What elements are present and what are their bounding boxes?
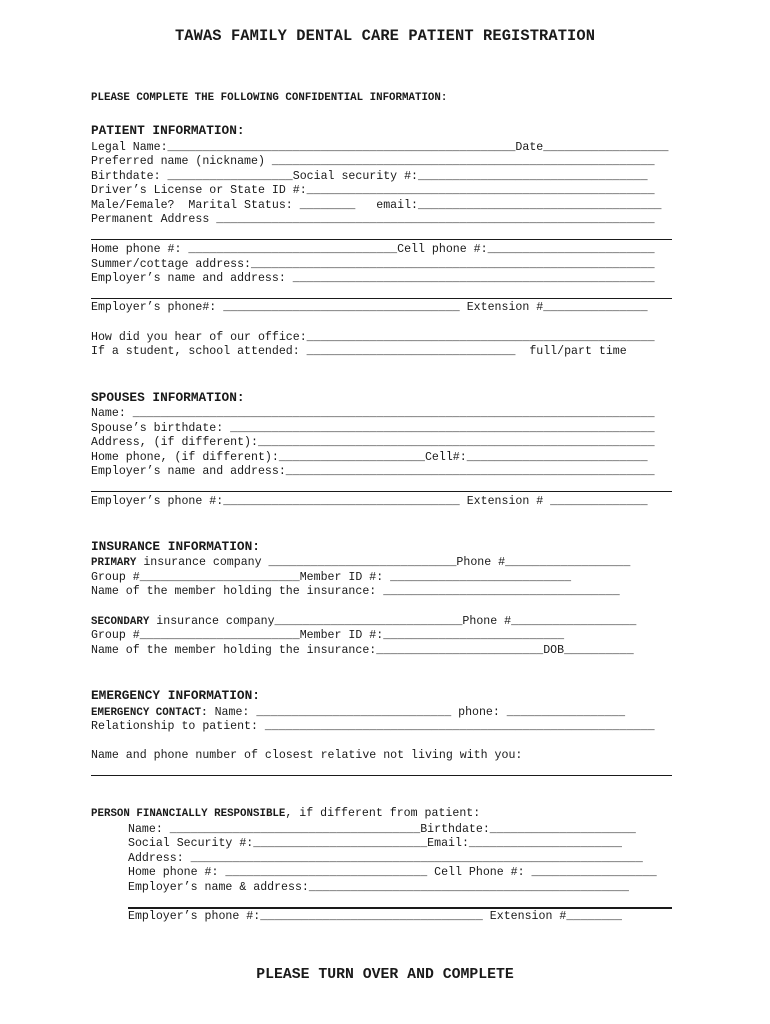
secondary-member-line[interactable]: Name of the member holding the insurance:________________________DOB__________ <box>91 644 634 657</box>
school-attended-line[interactable]: If a student, school attended: ______________________________ full/part time <box>91 345 627 358</box>
financial-employer-phone-line[interactable]: Employer’s phone #:________________________________ Extension #________ <box>128 910 622 923</box>
insurance-section-heading: INSURANCE INFORMATION: <box>91 539 260 554</box>
emergency-contact-fields[interactable]: Name: ____________________________ phone: _________________ <box>207 706 626 719</box>
financial-section-heading <box>91 806 672 822</box>
secondary-insurance-fields[interactable]: insurance company___________________________Phone #__________________ <box>149 615 637 628</box>
primary-member-line[interactable]: Name of the member holding the insurance: __________________________________ <box>91 585 620 598</box>
form-title: TAWAS FAMILY DENTAL CARE PATIENT REGISTRATION <box>174 27 596 45</box>
legal-name-line[interactable]: Legal Name:__________________________________________________Date__________________ <box>91 141 669 154</box>
emergency-section-heading: EMERGENCY INFORMATION: <box>91 688 260 703</box>
financial-ssn-line[interactable]: Social Security #:_________________________Email:______________________ <box>128 837 622 850</box>
financial-name-line[interactable]: Name: ____________________________________Birthdate:_____________________ <box>128 823 636 836</box>
spouse-employer-phone-line[interactable]: Employer’s phone #:__________________________________ Extension # ______________ <box>91 495 648 508</box>
primary-insurance-line[interactable] <box>91 555 672 571</box>
gender-marital-email-line[interactable]: Male/Female? Marital Status: ________ email:___________________________________ <box>91 199 662 212</box>
spouse-birthdate-line[interactable]: Spouse’s birthdate: _____________________________________________________________ <box>91 422 655 435</box>
secondary-label: SECONDARY <box>91 616 150 628</box>
spouse-name-line[interactable]: Name: ___________________________________________________________________________ <box>91 407 655 420</box>
employer-name-address-line[interactable]: Employer’s name and address: ____________________________________________________ <box>91 272 655 285</box>
spouse-address-line[interactable]: Address, (if different):_________________________________________________________ <box>91 436 655 449</box>
secondary-group-line[interactable]: Group #_______________________Member ID #:__________________________ <box>91 629 565 642</box>
patient-section-heading: PATIENT INFORMATION: <box>91 123 245 138</box>
financial-employer-line[interactable]: Employer’s name & address:______________________________________________ <box>128 881 629 894</box>
instructions: PLEASE COMPLETE THE FOLLOWING CONFIDENTIAL INFORMATION: <box>91 92 448 104</box>
spouse-phone-line[interactable]: Home phone, (if different):_____________________Cell#:__________________________ <box>91 451 648 464</box>
closest-relative-line[interactable] <box>91 762 672 776</box>
employer-address-extra-line[interactable] <box>91 285 672 299</box>
spouse-employer-extra-line[interactable] <box>91 478 672 492</box>
spouse-section-heading: SPOUSES INFORMATION: <box>91 390 245 405</box>
emergency-contact-label: EMERGENCY CONTACT: <box>91 707 208 719</box>
drivers-license-line[interactable]: Driver’s License or State ID #:__________________________________________________ <box>91 184 655 197</box>
employer-phone-line[interactable]: Employer’s phone#: __________________________________ Extension #_______________ <box>91 301 648 314</box>
home-cell-phone-line[interactable]: Home phone #: ______________________________Cell phone #:________________________ <box>91 243 655 256</box>
financial-phone-line[interactable]: Home phone #: _____________________________ Cell Phone #: __________________ <box>128 866 657 879</box>
primary-label: PRIMARY <box>91 557 137 569</box>
primary-insurance-fields[interactable]: insurance company ___________________________Phone #__________________ <box>136 556 631 569</box>
birthdate-ssn-line[interactable]: Birthdate: __________________Social security #:_________________________________ <box>91 170 648 183</box>
spouse-employer-line[interactable]: Employer’s name and address:_____________________________________________________ <box>91 465 655 478</box>
closest-relative-label: Name and phone number of closest relative not living with you: <box>91 749 523 762</box>
relationship-line[interactable]: Relationship to patient: ________________________________________________________ <box>91 720 655 733</box>
financial-address-line[interactable]: Address: _________________________________________________________________ <box>128 852 643 865</box>
financial-heading-rest: , if different from patient: <box>285 807 481 820</box>
financial-employer-extra-line[interactable] <box>128 895 672 909</box>
turn-over-notice: PLEASE TURN OVER AND COMPLETE <box>256 967 514 983</box>
permanent-address-line[interactable]: Permanent Address _______________________________________________________________ <box>91 213 655 226</box>
permanent-address-extra-line[interactable] <box>91 226 672 240</box>
financial-heading-bold: PERSON FINANCIALLY RESPONSIBLE <box>91 808 286 820</box>
primary-group-line[interactable]: Group #_______________________Member ID #: __________________________ <box>91 571 572 584</box>
summer-address-line[interactable]: Summer/cottage address:__________________________________________________________ <box>91 258 655 271</box>
referral-source-line[interactable]: How did you hear of our office:__________________________________________________ <box>91 331 655 344</box>
preferred-name-line[interactable]: Preferred name (nickname) _______________________________________________________ <box>91 155 655 168</box>
